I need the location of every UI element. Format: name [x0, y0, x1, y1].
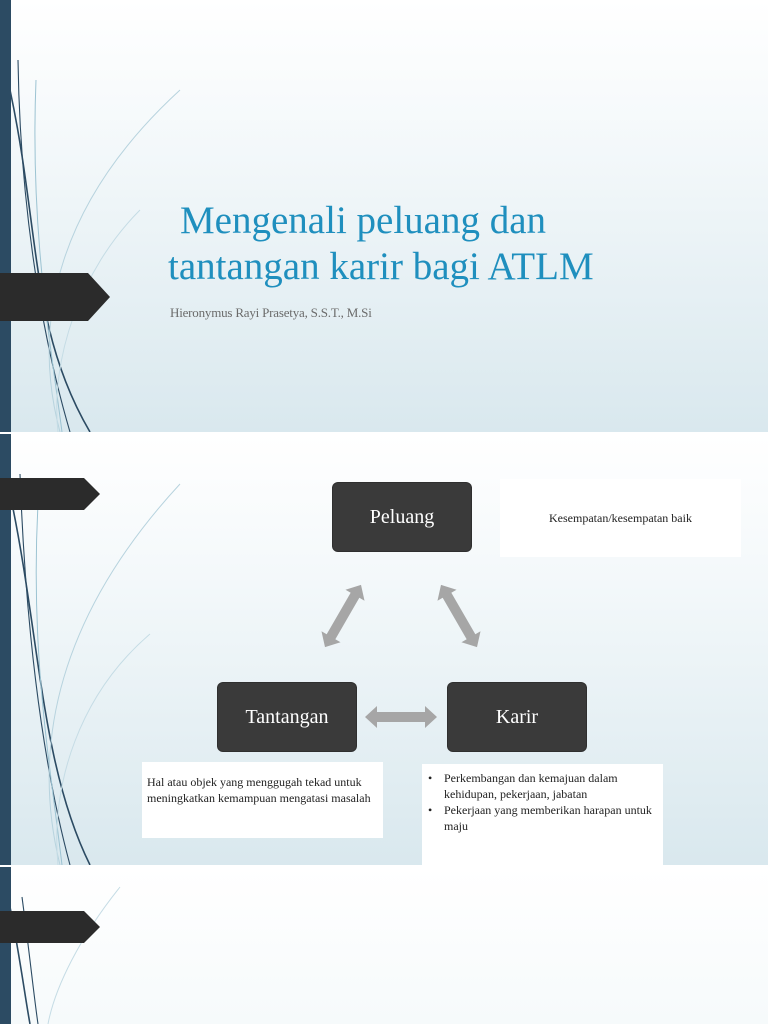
slide-title [168, 198, 688, 290]
list-item: • Perkembangan dan kemajuan dalam kehidupan, pekerjaan, jabatan [422, 770, 659, 802]
pointer-tag-icon [0, 273, 110, 321]
double-arrow-icon [365, 706, 437, 728]
node-peluang-label: Peluang [369, 505, 435, 528]
note-peluang-text: Kesempatan/kesempatan baik [549, 511, 692, 525]
slide-title-line2: tantangan karir bagi ATLM [168, 245, 594, 288]
node-peluang [333, 483, 471, 551]
note-karir [422, 764, 663, 865]
note-karir-list [422, 770, 659, 834]
blank-slide[interactable] [0, 867, 768, 1024]
node-karir [448, 683, 586, 751]
note-tantangan-text: Hal atau objek yang menggugah tekad untuk meningkatkan kemampuan mengatasi masalah [147, 775, 371, 805]
node-karir-label: Karir [495, 705, 539, 728]
double-arrow-icon [315, 579, 370, 652]
slide-subtitle: Hieronymus Rayi Prasetya, S.S.T., M.Si [170, 305, 372, 320]
node-tantangan [218, 683, 356, 751]
decorative-curves [0, 867, 200, 1024]
note-peluang [500, 479, 741, 557]
diagram-slide[interactable] [0, 434, 768, 865]
double-arrow-icon [431, 579, 486, 652]
list-item: • Pekerjaan yang memberikan harapan untuk maju [422, 802, 659, 834]
pointer-tag-icon [0, 911, 100, 943]
title-slide[interactable] [0, 0, 768, 432]
node-tantangan-label: Tantangan [245, 705, 329, 728]
slide-title-line1: Mengenali peluang dan [180, 199, 547, 242]
note-tantangan [142, 762, 383, 838]
